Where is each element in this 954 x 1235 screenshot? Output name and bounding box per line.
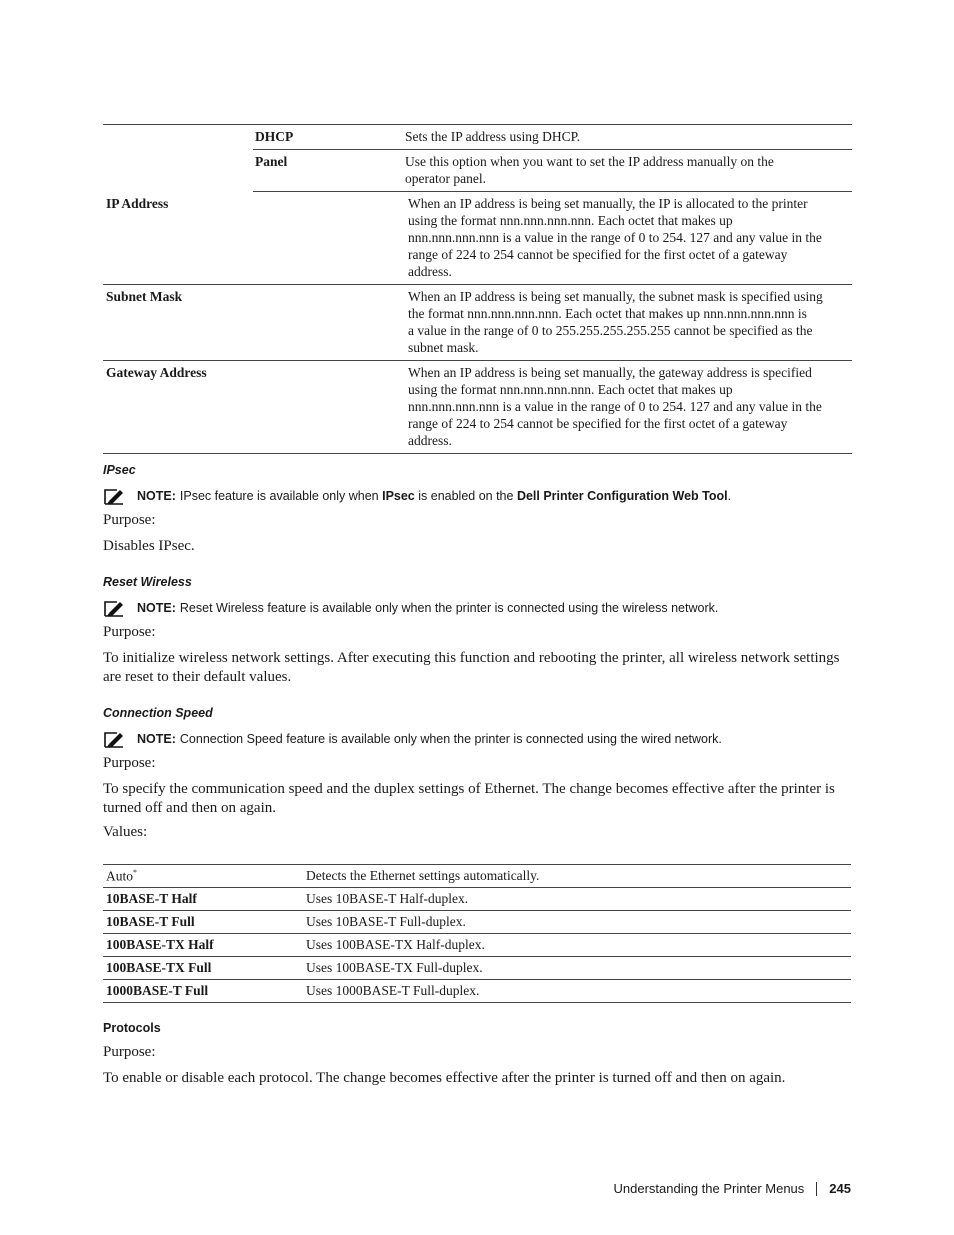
value-desc: Detects the Ethernet settings automatically.	[306, 868, 540, 883]
note-pencil-icon	[103, 599, 125, 617]
table-row	[103, 980, 851, 1003]
value-key-text: Auto	[106, 868, 133, 884]
value-key: 100BASE-TX Full	[106, 960, 212, 975]
values-label: Values:	[103, 824, 148, 840]
section-heading-reset-wireless: Reset Wireless	[103, 575, 192, 589]
desc-line: When an IP address is being set manually, the subnet mask is specified using	[408, 289, 823, 304]
footer-divider	[816, 1182, 817, 1196]
purpose-label: Purpose:	[103, 1044, 156, 1060]
purpose-label: Purpose:	[103, 624, 156, 640]
value-key: 10BASE-T Half	[106, 891, 197, 906]
table-row	[103, 934, 851, 957]
note-text: .	[727, 489, 732, 503]
section-heading-connection-speed: Connection Speed	[103, 706, 213, 720]
section-heading-ipsec: IPsec	[103, 463, 136, 477]
value-key: 10BASE-T Full	[106, 914, 195, 929]
table-row-subnet-mask	[103, 285, 852, 361]
desc-line: range of 224 to 254 cannot be specified for the first octet of a gateway	[408, 416, 788, 431]
row-spacer	[256, 285, 408, 360]
page-number: 245	[829, 1181, 851, 1196]
value-key	[103, 868, 306, 885]
desc-line: Use this option when you want to set the IP address manually on the	[405, 154, 774, 169]
value-desc: Uses 1000BASE-T Full-duplex.	[306, 983, 480, 998]
note-text: Reset Wireless feature is available only when the printer is connected using the wireless network.	[179, 601, 719, 615]
note-text: is enabled on the	[414, 489, 517, 503]
purpose-label: Purpose:	[103, 512, 156, 528]
value-desc: Uses 10BASE-T Half-duplex.	[306, 891, 469, 906]
purpose-text: To specify the communication speed and the duplex settings of Ethernet. The change becomes effective after the printer is turned off and then on again.	[103, 781, 835, 816]
note-label: NOTE:	[137, 732, 176, 746]
default-marker: *	[133, 867, 137, 877]
row-key: IP Address	[106, 196, 169, 211]
desc-line: operator panel.	[405, 171, 486, 186]
purpose-text: Disables IPsec.	[103, 538, 195, 554]
table-row-panel	[253, 150, 852, 192]
desc-line: address.	[408, 433, 452, 448]
row-key: Subnet Mask	[106, 289, 183, 304]
desc-line: nnn.nnn.nnn.nnn is a value in the range of 0 to 254. 127 and any value in the	[408, 399, 822, 414]
note-bold-term: IPsec	[382, 489, 415, 503]
value-desc: Uses 100BASE-TX Full-duplex.	[306, 960, 483, 975]
purpose-text: To initialize wireless network settings. After executing this function and rebooting the printer, all wireless network settings are reset to their default values.	[103, 650, 840, 685]
page-footer	[614, 1181, 851, 1196]
table-row	[103, 888, 851, 911]
row-spacer	[256, 192, 408, 284]
table-row	[103, 865, 851, 888]
row-desc	[408, 192, 852, 284]
note-label: NOTE:	[137, 489, 176, 503]
table-row	[103, 957, 851, 980]
desc-line: using the format nnn.nnn.nnn.nnn. Each octet that makes up	[408, 213, 733, 228]
row-desc	[408, 285, 852, 360]
row-desc	[405, 150, 852, 191]
row-desc	[408, 361, 852, 453]
value-key: 1000BASE-T Full	[106, 983, 209, 998]
note-bold-term: Dell Printer Configuration Web Tool	[516, 489, 728, 503]
table-row	[103, 911, 851, 934]
settings-table	[103, 124, 852, 454]
table-row-dhcp	[253, 125, 852, 150]
footer-chapter: Understanding the Printer Menus	[613, 1181, 805, 1196]
row-spacer	[256, 361, 408, 453]
desc-line: the format nnn.nnn.nnn.nnn. Each octet that makes up nnn.nnn.nnn.nnn is	[408, 306, 807, 321]
section-heading-protocols: Protocols	[103, 1021, 161, 1035]
desc-line: subnet mask.	[408, 340, 479, 355]
row-desc	[405, 125, 852, 149]
desc-line: address.	[408, 264, 452, 279]
desc-line: range of 224 to 254 cannot be specified for the first octet of a gateway	[408, 247, 788, 262]
row-key: Panel	[255, 154, 288, 169]
values-table	[103, 864, 851, 1003]
note-text: Connection Speed feature is available only when the printer is connected using the wired network.	[179, 732, 722, 746]
desc-line: When an IP address is being set manually, the gateway address is specified	[408, 365, 812, 380]
note-pencil-icon	[103, 487, 125, 505]
note-connection-speed	[103, 730, 722, 748]
purpose-label: Purpose:	[103, 755, 156, 771]
note-reset-wireless	[103, 599, 718, 617]
desc-line: nnn.nnn.nnn.nnn is a value in the range of 0 to 254. 127 and any value in the	[408, 230, 822, 245]
desc-line: using the format nnn.nnn.nnn.nnn. Each octet that makes up	[408, 382, 733, 397]
value-desc: Uses 10BASE-T Full-duplex.	[306, 914, 466, 929]
purpose-text: To enable or disable each protocol. The change becomes effective after the printer is turned off and then on again.	[103, 1070, 786, 1086]
desc-line: a value in the range of 0 to 255.255.255.255.255 cannot be specified as the	[408, 323, 813, 338]
note-pencil-icon	[103, 730, 125, 748]
row-key: DHCP	[255, 129, 294, 144]
table-row-gateway-address	[103, 361, 852, 454]
note-text: IPsec feature is available only when	[179, 489, 383, 503]
table-row-ip-address	[103, 192, 852, 285]
value-desc: Uses 100BASE-TX Half-duplex.	[306, 937, 485, 952]
value-key: 100BASE-TX Half	[106, 937, 214, 952]
desc-line: Sets the IP address using DHCP.	[405, 129, 581, 144]
desc-line: When an IP address is being set manually, the IP is allocated to the printer	[408, 196, 808, 211]
row-key: Gateway Address	[106, 365, 207, 380]
note-label: NOTE:	[137, 601, 176, 615]
note-ipsec	[103, 487, 731, 505]
